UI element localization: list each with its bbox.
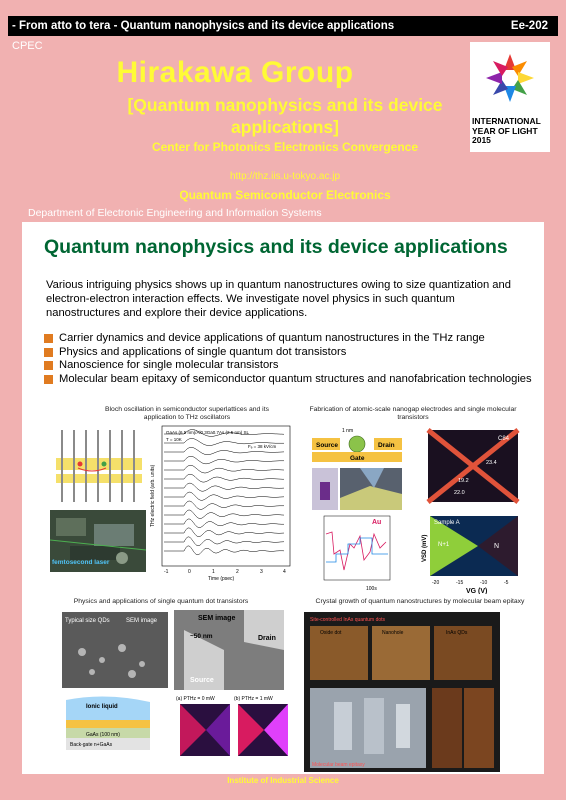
- au-label: Au: [372, 519, 382, 526]
- thz-xtick: -1: [164, 569, 169, 575]
- c84-stability-diagram: [414, 428, 522, 510]
- qd-source-label: Source: [190, 677, 214, 684]
- nanogap-device-schematic: [312, 426, 402, 464]
- series-title: - From atto to tera - Quantum nanophysics and its device applications: [12, 20, 395, 32]
- sample-a-label: Sample A: [434, 520, 460, 526]
- time-scale-label: 100s: [366, 586, 377, 592]
- source-electrode-label: Source: [316, 442, 339, 449]
- thz-stability-map-b: [234, 694, 290, 764]
- thz-xtick: 3: [260, 569, 263, 575]
- bullet-square-icon: [44, 334, 53, 343]
- gaas-layer-label: GaAs (100 nm): [86, 732, 120, 738]
- lab-field: Quantum Semiconductor Electronics: [179, 188, 391, 202]
- vg-tick: -20: [432, 580, 440, 586]
- figure-mbe-caption: Crystal growth of quantum nanostructures by molecular beam epitaxy: [315, 598, 525, 605]
- bullet-square-icon: [44, 375, 53, 384]
- thz-xlabel: Time (psec): [208, 576, 235, 582]
- thz-xtick: 4: [283, 569, 286, 575]
- pthz0-label: (a) PTHz = 0 mW: [176, 696, 215, 702]
- bullet-item: Molecular beam epitaxy of semiconductor quantum structures and nanofabrication technologies: [44, 373, 544, 386]
- header-bar: [8, 16, 558, 36]
- ionic-liquid-label: Ionic liquid: [86, 704, 118, 710]
- nanogap-sem-photo: [340, 468, 402, 510]
- inas-qds-label: InAs QDs: [446, 630, 468, 636]
- backgate-label: Back-gate n+GaAs: [70, 742, 113, 748]
- figure-molecular: [302, 406, 538, 596]
- qd-afm-image: [62, 612, 168, 688]
- bullet-square-icon: [44, 361, 53, 370]
- thz-xtick: 2: [236, 569, 239, 575]
- bullet-item: Carrier dynamics and device applications of quantum nanostructures in the THz range: [44, 332, 544, 345]
- thz-ylabel: THz electric field (arb. units): [150, 464, 156, 527]
- c84-value-2: 19.2: [458, 478, 469, 484]
- poster-code: Ee-202: [510, 20, 548, 32]
- main-panel: [22, 222, 544, 774]
- nanohole-label: Nanohole: [382, 630, 404, 636]
- conductance-time-chart: [310, 514, 404, 592]
- oxide-dot-label: Oxide dot: [320, 630, 342, 636]
- footer-institute: Institute of Industrial Science: [227, 776, 339, 785]
- figure-mbe: [302, 598, 538, 774]
- figure-qd: [36, 598, 302, 774]
- vg-axis-label: VG (V): [466, 588, 488, 594]
- lab-url[interactable]: http://thz.iis.u-tokyo.ac.jp: [229, 171, 341, 182]
- typical-qds-label: Typical size QDs: [65, 618, 110, 624]
- figure-qd-caption: Physics and applications of single quantum dot transistors: [73, 598, 249, 605]
- femtosecond-laser-label: femtosecond laser: [52, 559, 110, 566]
- figure-molecular-caption: Fabrication of atomic-scale nanogap electrodes and single molecular transistors: [309, 406, 517, 421]
- molecular-sample-photo: [312, 468, 338, 510]
- superlattice-illustration: [52, 424, 142, 506]
- department: Department of Electronic Engineering and Information Systems: [28, 207, 322, 219]
- qd-scale-label: ~50 nm: [190, 633, 213, 640]
- research-bullets: [44, 332, 544, 386]
- org-tag: CPEC: [12, 40, 43, 52]
- thz-xtick: 1: [212, 569, 215, 575]
- n-plus-1-label: N+1: [438, 542, 450, 548]
- intro-text: Various intriguing physics shows up in quantum nanostructures owing to size quantization and electron-electron interaction effects. We investigate novel physics in such quantum nanostructures and explore their device applications.: [46, 279, 511, 319]
- figure-bloch: [36, 406, 298, 596]
- thz-stability-map-a: [176, 694, 232, 764]
- thz-xtick: 0: [188, 569, 191, 575]
- qd-sem-label: SEM image: [126, 618, 158, 624]
- drain-electrode-label: Drain: [378, 442, 395, 449]
- panel-title: Quantum nanophysics and its device applications: [44, 236, 508, 258]
- vg-tick: -5: [504, 580, 509, 586]
- stability-diagram-sample-a: [408, 514, 524, 594]
- vsd-axis-label: VSD (mV): [422, 534, 428, 562]
- bullet-item: Nanoscience for single molecular transistors: [44, 359, 544, 372]
- bullet-square-icon: [44, 348, 53, 357]
- mbe-afm-panel: [304, 612, 500, 772]
- c84-value-1: 23.4: [486, 460, 497, 466]
- thz-temperature: T = 10K: [166, 437, 182, 442]
- pthz1-label: (b) PTHz = 1 mW: [234, 696, 273, 702]
- qd-sem-image: [174, 610, 284, 690]
- qd-drain-label: Drain: [258, 635, 276, 642]
- gate-electrode-label: Gate: [350, 455, 365, 462]
- figure-bloch-caption: Bloch oscillation in semiconductor superlattices and its application to THz oscillators: [105, 406, 269, 421]
- c84-label: C84: [498, 436, 510, 442]
- thz-material: GaAs (6.5 nm)/Al0.3Ga0.7As (2.5 nm) SL: [166, 430, 250, 435]
- n-label: N: [494, 543, 500, 550]
- ionic-liquid-schematic: [46, 694, 168, 758]
- c84-value-3: 22.0: [454, 490, 465, 496]
- vg-tick: -10: [480, 580, 488, 586]
- bullet-item: Physics and applications of single quantum dot transistors: [44, 346, 544, 359]
- site-controlled-label: Site-controlled InAs quantum dots: [310, 617, 386, 623]
- sem-image-label: SEM image: [198, 615, 236, 622]
- nanogap-scale: 1 nm: [342, 428, 354, 434]
- thz-waveform-chart: [148, 424, 294, 582]
- group-subtitle: [Quantum nanophysics and its device applications]: [127, 95, 443, 137]
- mbe-label: Molecular beam epitaxy: [312, 762, 365, 768]
- center-name: Center for Photonics Electronics Convergence: [151, 140, 419, 154]
- thz-field: Fₑ = 38 kV/cm: [248, 444, 277, 449]
- iyl-logo-text: INTERNATIONAL YEAR OF LIGHT 2015: [472, 116, 541, 145]
- vg-tick: -15: [456, 580, 464, 586]
- group-name: Hirakawa Group: [116, 56, 354, 89]
